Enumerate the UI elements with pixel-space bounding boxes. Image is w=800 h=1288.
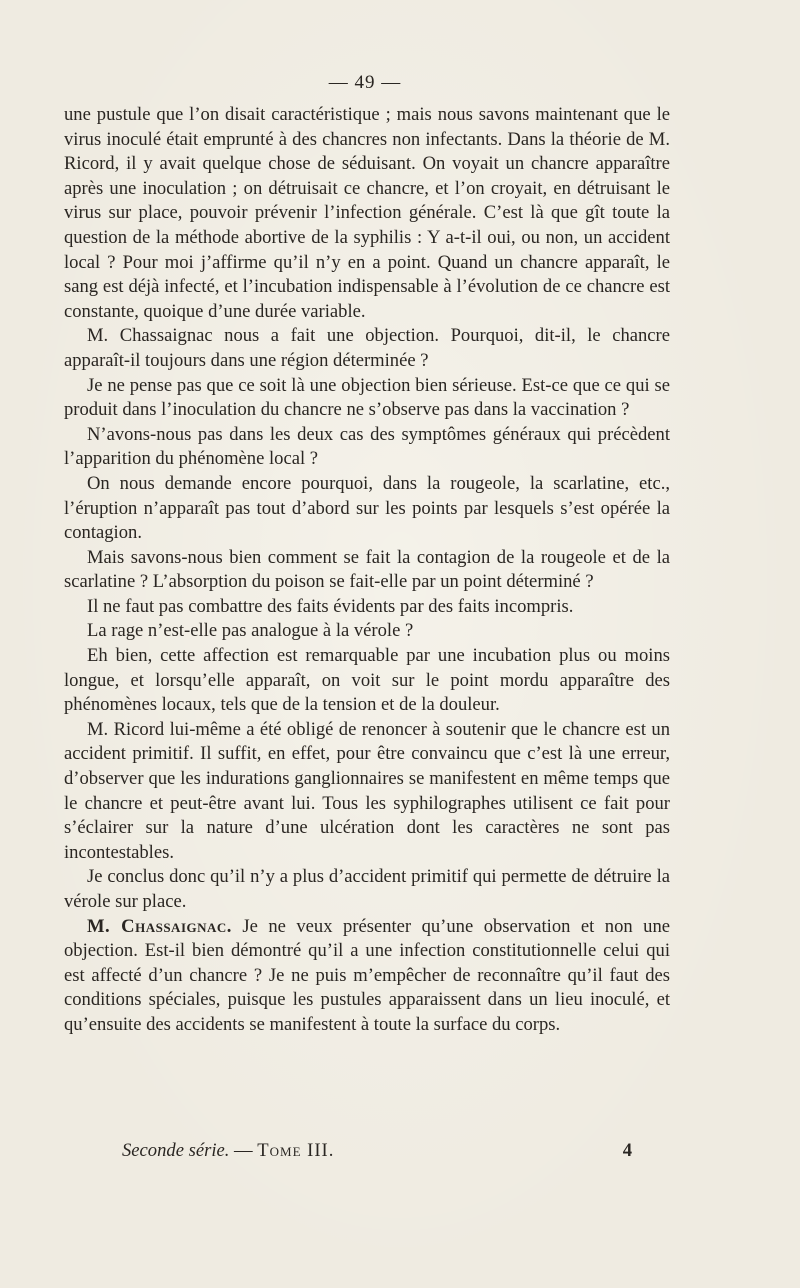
paragraph-text: La rage n’est-elle pas analogue à la vérole ? bbox=[87, 620, 414, 642]
paragraph-text: une pustule que l’on disait caractéristique ; mais nous savons maintenant que le virus inoculé était emprunté à des chancres non infectants. Dans la théorie de M. Ricord, il y avait quelque chose de séduisant. On voyait un chancre apparaître après une inoculation ; on détruisait ce chancre, et l’on croyait, en détruisant le virus sur place, pouvoir prévenir l’infection générale. C’est là que gît toute la question de la méthode abortive de la syphilis : Y a-t-il oui, ou non, un accident local ? Pour moi j’affirme qu’il n’y en a point. Quand un chancre apparaît, le sang est déjà infecté, et l’incubation indispensable à l’évolution de ce chancre est constante, quoique d’une durée variable. bbox=[64, 104, 670, 322]
footer-series-line bbox=[122, 1140, 334, 1161]
series-label: Seconde série. bbox=[122, 1140, 230, 1161]
paragraph bbox=[64, 324, 670, 373]
paragraph bbox=[64, 865, 670, 914]
paragraph-text: Je ne pense pas que ce soit là une objection bien sérieuse. Est-ce que ce qui se produit dans l’inoculation du chancre ne s’observe pas dans la vaccination ? bbox=[64, 374, 670, 421]
paragraph bbox=[64, 644, 670, 718]
paragraph-text: M. Chassaignac nous a fait une objection. Pourquoi, dit-il, le chancre apparaît-il toujours dans une région déterminée ? bbox=[64, 325, 670, 371]
paragraph-text: Je ne veux présenter qu’une observation et non une objection. Est-il bien démontré qu’il a une infection constitutionnelle celui qui est affecté d’un chancre ? Je ne puis m’empêcher de reconnaître qu’il faut des conditions spéciales, puisque les pustules apparaissent dans un lieu inoculé, et qu’ensuite des accidents se manifestent à toute la surface du corps. bbox=[64, 915, 670, 1035]
signature-mark: 4 bbox=[622, 1140, 632, 1161]
paragraph bbox=[64, 546, 670, 595]
paragraph-text: On nous demande encore pourquoi, dans la rougeole, la scarlatine, etc., l’éruption n’apparaît pas tout d’abord sur les points par lesquels s’est opérée la contagion. bbox=[64, 472, 670, 544]
paragraph bbox=[64, 619, 670, 644]
paragraph-text: Eh bien, cette affection est remarquable par une incubation plus ou moins longue, et lorsqu’elle apparaît, on voit sur le point mordu apparaître des phénomènes locaux, tels que de la tension et de la douleur. bbox=[64, 645, 670, 716]
page-footer bbox=[64, 1139, 670, 1164]
body-text bbox=[64, 103, 670, 1038]
paragraph bbox=[64, 103, 670, 324]
paragraph-text: Mais savons-nous bien comment se fait la contagion de la rougeole et de la scarlatine ? L’absorption du poison se fait-elle par un point déterminé ? bbox=[64, 546, 670, 593]
paragraph-text: N’avons-nous pas dans les deux cas des symptômes généraux qui précèdent l’apparition du phénomène local ? bbox=[64, 423, 670, 470]
tome-label: Tome III. bbox=[257, 1140, 335, 1161]
speaker-name: M. Chassaignac. bbox=[87, 915, 232, 937]
paragraph bbox=[64, 595, 670, 620]
footer-dash: — bbox=[229, 1140, 258, 1161]
paragraph bbox=[64, 423, 670, 472]
paragraph-text: Il ne faut pas combattre des faits évidents par des faits incompris. bbox=[87, 595, 574, 617]
paragraph bbox=[64, 472, 670, 546]
paragraph-text: M. Ricord lui-même a été obligé de renoncer à soutenir que le chancre est un accident primitif. Il suffit, en effet, pour être convaincu que c’est là une erreur, d’observer que les indurations ganglionnaires se manifestent en même temps que le chancre et peut-être avant lui. Tous les syphilographes utilisent ce fait pour s’éclairer sur la nature d’une ulcération dont les caractères ne sont pas incontestables. bbox=[64, 718, 670, 863]
paragraph bbox=[64, 718, 670, 866]
paragraph bbox=[64, 915, 670, 1038]
paragraph-text: Je conclus donc qu’il n’y a plus d’accident primitif qui permette de détruire la vérole sur place. bbox=[64, 866, 670, 912]
page-number: — 49 — bbox=[328, 72, 402, 93]
paragraph bbox=[64, 374, 670, 423]
